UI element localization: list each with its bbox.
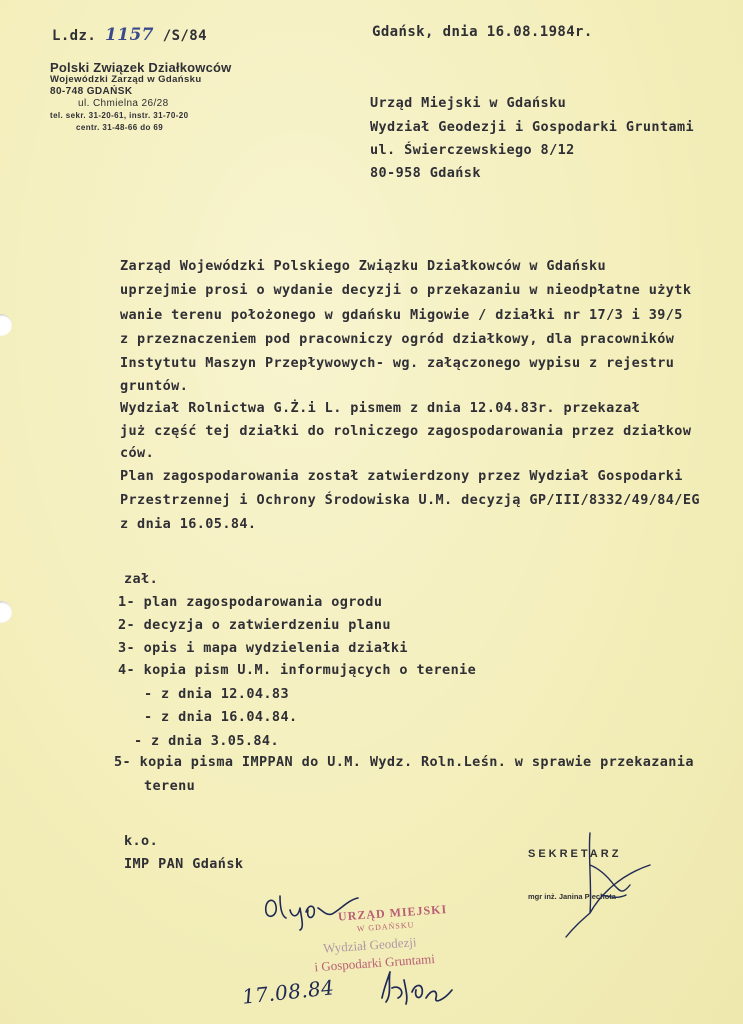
stamp-line-2: W GDAŃSKU xyxy=(356,920,415,934)
recipient-line-3: ul. Świerczewskiego 8/12 xyxy=(370,142,575,158)
body-line: Zarząd Wojewódzki Polskiego Związku Działkowców w Gdańsku xyxy=(120,258,607,274)
body-line: Wydział Rolnictwa G.Ż.i L. pismem z dnia 12.04.83r. przekazał xyxy=(120,400,641,416)
body-line: z dnia 16.05.84. xyxy=(120,516,257,532)
body-line: już część tej działki do rolniczego zagospodarowania przez działkow xyxy=(120,423,692,439)
sender-postcode: 80-748 GDAŃSK xyxy=(50,86,133,97)
body-line: wanie terenu położonego w gdańsku Migowie / działki nr 17/3 i 39/5 xyxy=(120,307,683,323)
stamp-line-3: Wydział Geodezji xyxy=(322,934,417,956)
copy-to-recipient: IMP PAN Gdańsk xyxy=(124,856,244,872)
ref-prefix: L.dz. xyxy=(52,28,97,44)
letter-date: Gdańsk, dnia 16.08.1984r. xyxy=(372,24,593,40)
body-line: uprzejmie prosi o wydanie decyzji o przekazaniu w nieodpłatne użytk xyxy=(120,282,692,298)
attachment-item: 5- kopia pisma IMPPAN do U.M. Wydz. Roln.Leśn. w sprawie przekazania xyxy=(114,754,694,770)
body-line: gruntów. xyxy=(120,378,189,394)
attachment-item: 4- kopia pism U.M. informujących o terenie xyxy=(118,662,477,678)
attachments-label: zał. xyxy=(124,571,159,587)
body-line: Plan zagospodarowania został zatwierdzony przez Wydział Gospodarki xyxy=(120,468,683,484)
stamp-line-1: URZĄD MIEJSKI xyxy=(337,902,448,924)
ref-suffix: /S/84 xyxy=(162,28,207,44)
body-line: Przestrzennej i Ochrony Środowiska U.M. decyzją GP/III/8332/49/84/EG xyxy=(120,492,700,508)
reference-number xyxy=(52,25,207,45)
attachment-item: 2- decyzja o zatwierdzeniu planu xyxy=(118,617,391,633)
handwritten-scribble xyxy=(378,968,458,1008)
attachment-item: 3- opis i mapa wydzielenia działki xyxy=(118,640,408,656)
stamp-line-4: i Gospodarki Gruntami xyxy=(313,951,436,975)
sender-central: centr. 31-48-66 do 69 xyxy=(76,123,164,132)
ref-number-handwritten: 1157 xyxy=(105,25,154,45)
copy-to-label: k.o. xyxy=(124,833,159,849)
recipient-line-2: Wydział Geodezji i Gospodarki Gruntami xyxy=(370,119,695,135)
signatory-name: mgr inż. Janina Piechota xyxy=(528,892,616,901)
body-line: z przeznaczeniem pod pracowniczy ogród działkowy, dla pracowników xyxy=(120,331,675,347)
sender-block xyxy=(50,62,231,134)
attachment-item: 1- plan zagospodarowania ogrodu xyxy=(118,594,383,610)
sender-subname: Wojewódzki Zarząd w Gdańsku xyxy=(50,74,202,85)
body-line: ców. xyxy=(120,445,155,461)
recipient-line-4: 80-958 Gdańsk xyxy=(370,165,481,181)
attachment-subitem: - z dnia 16.04.84. xyxy=(144,709,298,725)
signature-title: SEKRETARZ xyxy=(528,848,622,860)
handwritten-date: 17.08.84 xyxy=(240,975,336,1009)
sender-name: Polski Związek Działkowców xyxy=(50,60,232,75)
attachment-item-continuation: terenu xyxy=(144,778,196,794)
body-line: Instytutu Maszyn Przepływowych- wg. załączonego wypisu z rejestru xyxy=(120,355,675,371)
punch-hole-bottom xyxy=(0,601,12,623)
sender-street: ul. Chmielna 26/28 xyxy=(78,98,169,109)
attachment-subitem: - z dnia 12.04.83 xyxy=(144,686,289,702)
punch-hole-top xyxy=(0,314,12,336)
signature-mark xyxy=(560,825,660,945)
attachment-subitem: - z dnia 3.05.84. xyxy=(134,733,279,749)
recipient-line-1: Urząd Miejski w Gdańsku xyxy=(370,95,567,111)
sender-phones: tel. sekr. 31-20-61, instr. 31-70-20 xyxy=(50,111,189,120)
